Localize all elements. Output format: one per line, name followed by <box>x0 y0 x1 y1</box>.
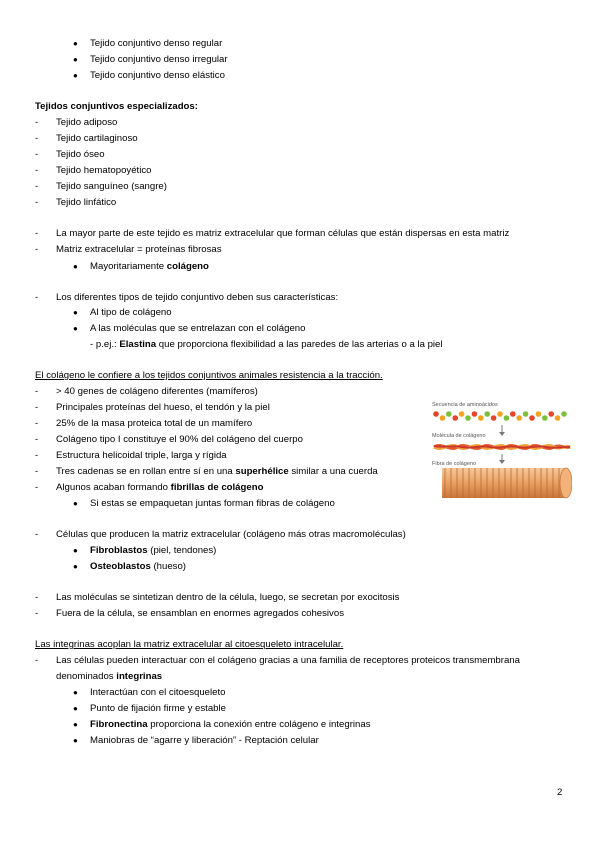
amino-acid-bead <box>555 415 561 421</box>
arrow-head <box>499 460 505 464</box>
amino-acid-bead <box>504 415 510 421</box>
list-item: Colágeno tipo I constituye el 90% del colágeno del cuerpo <box>56 434 303 445</box>
amino-acid-bead <box>433 411 439 417</box>
dash: - <box>35 434 39 445</box>
page-number: 2 <box>557 787 563 798</box>
bullet: ● <box>73 704 78 713</box>
amino-acid-bead <box>516 415 522 421</box>
bullet: ● <box>73 720 78 729</box>
list-item: > 40 genes de colágeno diferentes (mamíferos) <box>56 386 258 397</box>
list-item: Matriz extracelular = proteínas fibrosas <box>56 244 222 255</box>
dash: - <box>35 608 39 619</box>
dash: - <box>35 181 39 192</box>
dash: - <box>35 386 39 397</box>
amino-acid-bead <box>497 411 503 417</box>
list-item: Mayoritariamente colágeno <box>90 261 209 272</box>
dash: - <box>35 149 39 160</box>
dash: - <box>35 292 39 303</box>
amino-acid-bead <box>491 415 497 421</box>
list-item: Si estas se empaquetan juntas forman fibras de colágeno <box>90 498 335 509</box>
section-heading: El colágeno le confiere a los tejidos conjuntivos animales resistencia a la tracción. <box>35 370 383 381</box>
amino-acid-bead <box>440 415 446 421</box>
list-item: Tejido adiposo <box>56 117 118 128</box>
list-item: Las células pueden interactuar con el colágeno gracias a una familia de receptores proteicos transmembrana <box>56 655 520 666</box>
collagen-fiber-label: Fibra de colágeno <box>432 461 477 467</box>
amino-acid-bead <box>536 411 542 417</box>
amino-acid-bead <box>446 411 452 417</box>
amino-acid-bead <box>523 411 529 417</box>
list-item: Tejido cartilaginoso <box>56 133 138 144</box>
list-item: Fibronectina proporciona la conexión entre colágeno e integrinas <box>90 719 371 730</box>
list-item: Algunos acaban formando fibrillas de colágeno <box>56 482 264 493</box>
bullet: ● <box>73 55 78 64</box>
list-item: Tres cadenas se en rollan entre sí en una superhélice similar a una cuerda <box>56 466 378 477</box>
list-item: Tejido conjuntivo denso irregular <box>90 54 228 65</box>
bullet: ● <box>73 324 78 333</box>
collagen-structure-figure <box>432 402 572 502</box>
dash: - <box>35 197 39 208</box>
dash: - <box>35 244 39 255</box>
bullet: ● <box>73 71 78 80</box>
fiber-end <box>560 468 572 498</box>
list-item: Interactúan con el citoesqueleto <box>90 687 226 698</box>
amino-acid-bead <box>452 415 458 421</box>
list-item: Tejido conjuntivo denso regular <box>90 38 223 49</box>
list-item: 25% de la masa proteica total de un mamífero <box>56 418 253 429</box>
list-item: Tejido conjuntivo denso elástico <box>90 70 225 81</box>
amino-acid-bead <box>465 415 471 421</box>
list-item: Fuera de la célula, se ensamblan en enormes agregados cohesivos <box>56 608 344 619</box>
amino-acid-sequence-label: Secuencia de aminoácidos <box>432 402 498 408</box>
collagen-molecule-label: Molécula de colágeno <box>432 433 486 439</box>
dash: - <box>35 466 39 477</box>
amino-acid-bead <box>478 415 484 421</box>
list-item: Las moléculas se sintetizan dentro de la célula, luego, se secretan por exocitosis <box>56 592 400 603</box>
list-item: La mayor parte de este tejido es matriz extracelular que forman células que están dispersas en esta matriz <box>56 228 510 239</box>
amino-acid-bead <box>484 411 490 417</box>
list-item: Osteoblastos (hueso) <box>90 561 186 572</box>
list-item: Principales proteínas del hueso, el tendón y la piel <box>56 402 270 413</box>
list-item: A las moléculas que se entrelazan con el colágeno <box>90 323 306 334</box>
arrow-head <box>499 432 505 436</box>
bullet: ● <box>73 308 78 317</box>
dash: - <box>35 450 39 461</box>
amino-acid-beads <box>433 411 567 421</box>
list-item: Tejido linfático <box>56 197 117 208</box>
amino-acid-bead <box>472 411 478 417</box>
dash: - <box>35 228 39 239</box>
dash: - <box>35 117 39 128</box>
amino-acid-bead <box>459 411 465 417</box>
dash: - <box>35 165 39 176</box>
list-item-continuation: denominados integrinas <box>56 671 163 682</box>
section-heading: Las integrinas acoplan la matriz extracelular al citoesqueleto intracelular. <box>35 639 344 650</box>
bullet: ● <box>73 546 78 555</box>
dash: - <box>35 418 39 429</box>
amino-acid-bead <box>510 411 516 417</box>
example-line: - p.ej.: Elastina que proporciona flexibilidad a las paredes de las arterias o a la piel <box>90 339 443 350</box>
dash: - <box>35 482 39 493</box>
dash: - <box>35 402 39 413</box>
collagen-diagram <box>432 402 572 502</box>
list-item: Tejido sanguíneo (sangre) <box>56 181 167 192</box>
bullet: ● <box>73 499 78 508</box>
amino-acid-bead <box>548 411 554 417</box>
dash: - <box>35 592 39 603</box>
bullet: ● <box>73 688 78 697</box>
section-heading: Tejidos conjuntivos especializados: <box>35 101 198 112</box>
list-item: Punto de fijación firme y estable <box>90 703 226 714</box>
bullet: ● <box>73 736 78 745</box>
bullet: ● <box>73 562 78 571</box>
list-item: Los diferentes tipos de tejido conjuntivo deben sus características: <box>56 292 339 303</box>
bullet: ● <box>73 39 78 48</box>
list-item: Fibroblastos (piel, tendones) <box>90 545 217 556</box>
list-item: Tejido óseo <box>56 149 105 160</box>
dash: - <box>35 529 39 540</box>
amino-acid-bead <box>561 411 567 417</box>
amino-acid-bead <box>529 415 535 421</box>
list-item: Tejido hematopoyético <box>56 165 152 176</box>
bullet: ● <box>73 262 78 271</box>
list-item: Al tipo de colágeno <box>90 307 172 318</box>
dash: - <box>35 133 39 144</box>
list-item: Maniobras de “agarre y liberación” - Reptación celular <box>90 735 319 746</box>
amino-acid-bead <box>542 415 548 421</box>
list-item: Estructura helicoidal triple, larga y rígida <box>56 450 227 461</box>
list-item: Células que producen la matriz extracelular (colágeno más otras macromoléculas) <box>56 529 406 540</box>
dash: - <box>35 655 39 666</box>
